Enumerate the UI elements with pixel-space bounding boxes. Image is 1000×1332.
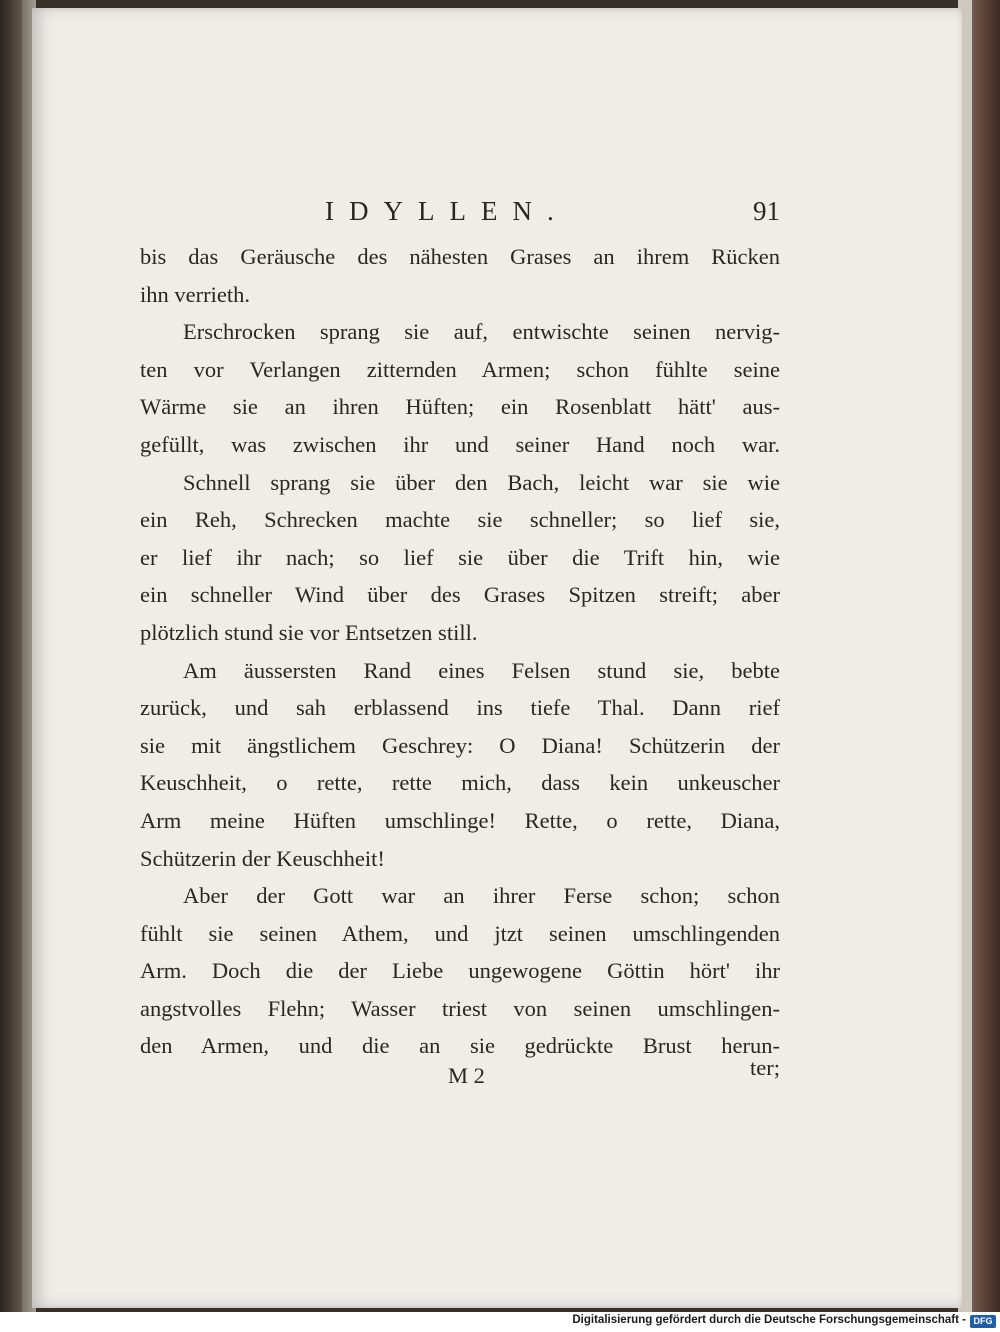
text-line: zurück, und sah erblassend ins tiefe Thal. Dann rief — [140, 695, 780, 721]
text-line: ten vor Verlangen zitternden Armen; schon fühlte seine — [140, 356, 780, 382]
text-line: Schützerin der Keuschheit! — [140, 845, 385, 871]
page-body — [140, 238, 780, 1065]
text-line: Schnell sprang sie über den Bach, leicht war sie wie — [183, 469, 780, 495]
page-number: 91 — [753, 196, 780, 226]
text-line: plötzlich stund sie vor Entsetzen still. — [140, 619, 478, 645]
running-head: IDYLLEN. — [325, 196, 569, 226]
signature-mark: M 2 — [448, 1063, 485, 1088]
text-line: Keuschheit, o rette, rette mich, dass kein unkeuscher — [140, 770, 780, 796]
text-line: Wärme sie an ihren Hüften; ein Rosenblatt hätt' aus- — [140, 394, 780, 420]
catchword: ter; — [750, 1055, 780, 1080]
text-line: angstvolles Flehn; Wasser triest von seinen umschlingen- — [140, 995, 780, 1021]
text-line: bis das Geräusche des nähesten Grases an ihrem Rücken — [140, 244, 780, 269]
digitization-footer — [0, 1312, 1000, 1332]
text-line: Arm meine Hüften umschlinge! Rette, o rette, Diana, — [140, 807, 780, 833]
dfg-logo: DFG — [970, 1315, 996, 1328]
text-line: Am äussersten Rand eines Felsen stund sie, bebte — [183, 657, 780, 683]
text-line: ein Reh, Schrecken machte sie schneller; so lief sie, — [140, 507, 780, 533]
text-line: ein schneller Wind über des Grases Spitzen streift; aber — [140, 582, 780, 608]
page-header — [140, 196, 780, 232]
text-line: fühlt sie seinen Athem, und jtzt seinen umschlingenden — [140, 920, 780, 946]
text-line: Aber der Gott war an ihrer Ferse schon; schon — [183, 883, 780, 909]
text-line: den Armen, und die an sie gedrückte Brust herun- — [140, 1033, 780, 1059]
text-line: gefüllt, was zwischen ihr und seiner Hand noch war. — [140, 431, 780, 457]
text-line: ihn verrieth. — [140, 281, 250, 307]
text-line: Erschrocken sprang sie auf, entwischte seinen nervig- — [183, 319, 780, 345]
text-line: er lief ihr nach; so lief sie über die Trift hin, wie — [140, 544, 780, 570]
text-line: Arm. Doch die der Liebe ungewogene Göttin hört' ihr — [140, 958, 780, 984]
footer-credit: Digitalisierung gefördert durch die Deutsche Forschungsgemeinschaft - — [572, 1314, 966, 1326]
text-line: sie mit ängstlichem Geschrey: O Diana! Schützerin der — [140, 732, 780, 758]
